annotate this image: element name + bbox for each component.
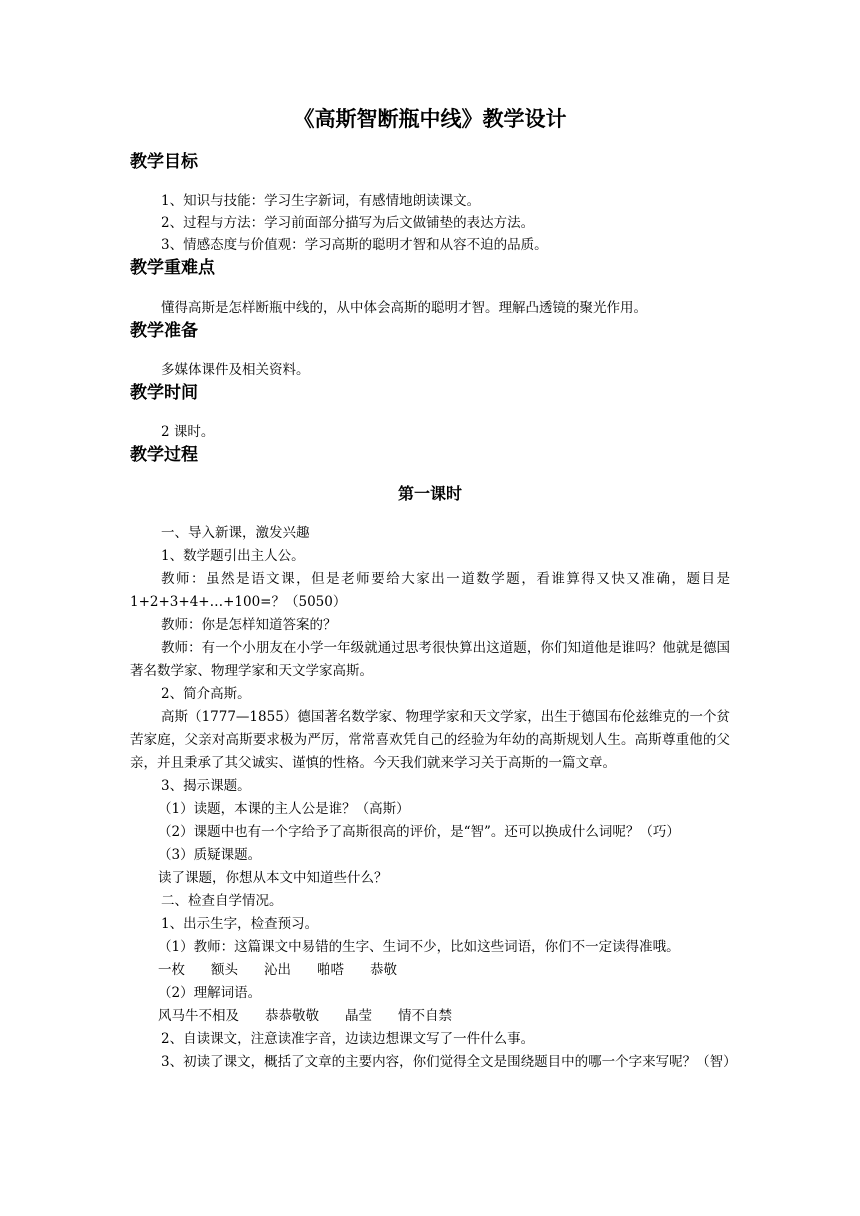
paragraph: 教师：有一个小朋友在小学一年级就通过思考很快算出这道题，你们知道他是谁吗？他就是德国著名数学家、物理学家和天文学家高斯。	[130, 640, 730, 679]
word-item: 恭敬	[370, 962, 397, 978]
paragraph: 一、导入新课，激发兴趣	[161, 525, 310, 541]
heading-preparation: 教学准备	[130, 321, 198, 341]
paragraph: （2）理解词语。	[158, 985, 262, 1001]
word-item: 沁出	[264, 962, 291, 978]
goal-item-1: 1、知识与技能：学习生字新词，有感情地朗读课文。	[161, 193, 481, 209]
heading-key-points: 教学重难点	[130, 258, 215, 278]
word-item: 一枚	[158, 962, 185, 978]
heading-teaching-time: 教学时间	[130, 383, 198, 403]
word-item: 啪嗒	[317, 962, 344, 978]
paragraph: 1、数学题引出主人公。	[161, 548, 305, 564]
preparation-text: 多媒体课件及相关资料。	[161, 362, 310, 378]
paragraph: （1）教师：这篇课文中易错的生字、生词不少，比如这些词语，你们不一定读得准哦。	[158, 939, 680, 955]
word-item: 风马牛不相及	[158, 1008, 239, 1024]
paragraph: 2、简介高斯。	[161, 686, 251, 702]
lesson-1-body	[130, 522, 737, 1074]
heading-teaching-process: 教学过程	[130, 445, 198, 465]
goal-item-3: 3、情感态度与价值观：学习高斯的聪明才智和从容不迫的品质。	[161, 237, 548, 253]
word-item: 恭恭敬敬	[265, 1008, 319, 1024]
paragraph: （2）课题中也有一个字给予了高斯很高的评价，是“智”。还可以换成什么词呢？（巧）	[158, 824, 680, 840]
paragraph: 3、揭示课题。	[161, 778, 251, 794]
document-title: 《高斯智断瓶中线》教学设计	[293, 107, 567, 131]
key-points-text: 懂得高斯是怎样断瓶中线的，从中体会高斯的聪明才智。理解凸透镜的聚光作用。	[161, 300, 647, 316]
word-item: 额头	[211, 962, 238, 978]
paragraph: 教师：虽然是语文课，但是老师要给大家出一道数学题，看谁算得又快又准确，题目是1+2+3+4+…+100=？（5050）	[130, 571, 730, 610]
paragraph: 高斯（1777—1855）德国著名数学家、物理学家和天文学家，出生于德国布伦兹维克的一个贫苦家庭，父亲对高斯要求极为严厉，常常喜欢凭自己的经验为年幼的高斯规划人生。高斯尊重他的父亲，并且秉承了其父诚实、谨慎的性格。今天我们就来学习关于高斯的一篇文章。	[130, 709, 730, 771]
goal-item-2: 2、过程与方法：学习前面部分描写为后文做铺垫的表达方法。	[161, 215, 535, 231]
word-list-1	[130, 959, 730, 982]
word-list-2	[130, 1005, 730, 1028]
paragraph: 读了课题，你想从本文中知道些什么？	[158, 870, 388, 886]
heading-teaching-goals: 教学目标	[130, 152, 198, 172]
paragraph: 1、出示生字，检查预习。	[161, 916, 319, 932]
word-item: 晶莹	[345, 1008, 372, 1024]
lesson-1-title: 第一课时	[397, 484, 462, 503]
paragraph: 3、初读了课文，概括了文章的主要内容，你们觉得全文是围绕题目中的哪一个字来写呢？（智）	[161, 1054, 737, 1070]
paragraph: （1）读题，本课的主人公是谁？（高斯）	[158, 801, 410, 817]
teaching-time-text: 2 课时。	[161, 424, 215, 440]
paragraph: 2、自读课文，注意读准字音，边读边想课文写了一件什么事。	[161, 1031, 535, 1047]
word-item: 情不自禁	[398, 1008, 452, 1024]
paragraph: 二、检查自学情况。	[161, 893, 283, 909]
paragraph: 教师：你是怎样知道答案的？	[161, 617, 337, 633]
paragraph: （3）质疑课题。	[158, 847, 262, 863]
